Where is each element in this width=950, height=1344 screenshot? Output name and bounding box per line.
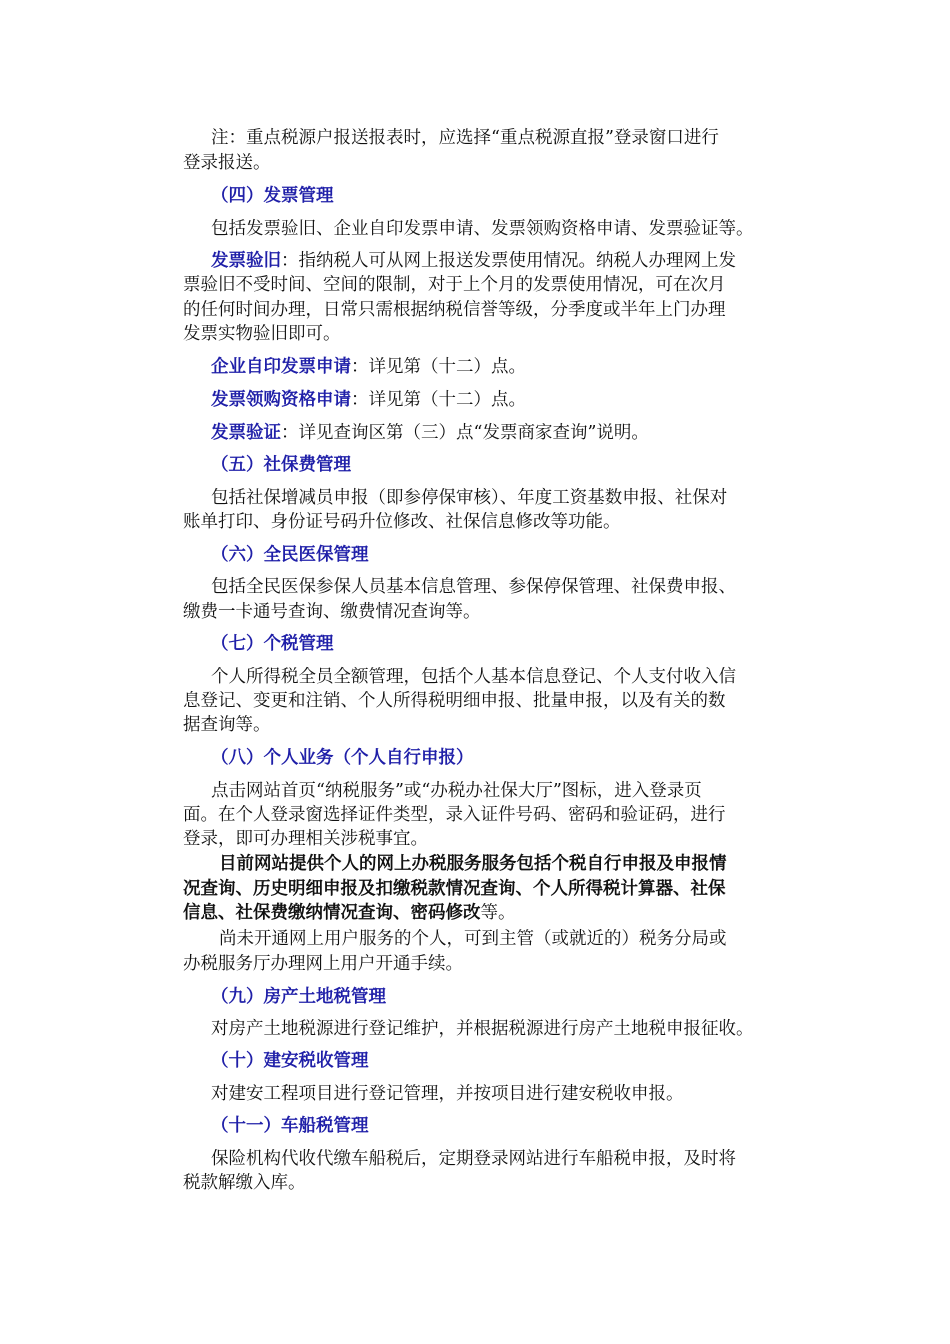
personal-business-p2-line-2: 况查询、历史明细申报及扣缴税款情况查询、个人所得税计算器、社保 — [183, 879, 726, 899]
section-heading-medical: （六）全民医保管理 — [211, 545, 369, 565]
invoice-check-line-1 — [211, 249, 736, 273]
self-print-label: 企业自印发票申请 — [211, 357, 351, 377]
section-heading-social-security: （五）社保费管理 — [211, 455, 351, 475]
personal-business-p1-line-3: 登录，即可办理相关涉税事宜。 — [183, 829, 428, 849]
purchase-qualification-line — [211, 388, 526, 412]
vehicle-tax-line-1: 保险机构代收代缴车船税后，定期登录网站进行车船税申报，及时将 — [211, 1149, 736, 1169]
invoice-verify-label: 发票验证 — [211, 423, 281, 443]
invoice-check-text: ：指纳税人可从网上报送发票使用情况。纳税人办理网上发 — [281, 251, 736, 271]
section-heading-property-tax: （九）房产土地税管理 — [211, 987, 386, 1007]
personal-business-p1-line-2: 面。在个人登录窗选择证件类型，录入证件号码、密码和验证码，进行 — [183, 805, 726, 825]
personal-tax-line-2: 息登记、变更和注销、个人所得税明细申报、批量申报，以及有关的数 — [183, 691, 726, 711]
section-heading-construction-tax: （十）建安税收管理 — [211, 1051, 369, 1071]
invoice-check-line-3: 的任何时间办理，日常只需根据纳税信誉等级，分季度或半年上门办理 — [183, 300, 726, 320]
personal-tax-line-1: 个人所得税全员全额管理，包括个人基本信息登记、个人支付收入信 — [211, 667, 736, 687]
section-heading-personal-tax: （七）个税管理 — [211, 634, 334, 654]
invoice-check-line-2: 票验旧不受时间、空间的限制，对于上个月的发票使用情况，可在次月 — [183, 275, 726, 295]
section-heading-vehicle-tax: （十一）车船税管理 — [211, 1116, 369, 1136]
self-print-text: ：详见第（十二）点。 — [351, 357, 526, 377]
personal-business-services: 信息、社保费缴纳情况查询、密码修改 — [183, 903, 481, 923]
purchase-qualification-text: ：详见第（十二）点。 — [351, 390, 526, 410]
note-line-2: 登录报送。 — [183, 153, 271, 173]
property-tax-line-1: 对房产土地税源进行登记维护，并根据税源进行房产土地税申报征收。 — [211, 1019, 754, 1039]
self-print-line — [211, 355, 526, 379]
personal-business-p2-line-1: 目前网站提供个人的网上办税服务服务包括个税自行申报及申报情 — [219, 854, 727, 874]
personal-business-p1-line-1: 点击网站首页“纳税服务”或“办税办社保大厅”图标，进入登录页 — [211, 781, 702, 801]
invoice-intro: 包括发票验旧、企业自印发票申请、发票领购资格申请、发票验证等。 — [211, 219, 754, 239]
personal-business-p3-line-1: 尚未开通网上用户服务的个人，可到主管（或就近的）税务分局或 — [219, 929, 727, 949]
personal-business-p3-line-2: 办税服务厅办理网上用户开通手续。 — [183, 954, 463, 974]
construction-tax-line-1: 对建安工程项目进行登记管理，并按项目进行建安税收申报。 — [211, 1084, 684, 1104]
personal-business-p2-line-3 — [183, 901, 516, 925]
section-heading-invoice: （四）发票管理 — [211, 186, 334, 206]
section-heading-personal-business: （八）个人业务（个人自行申报） — [211, 748, 474, 768]
vehicle-tax-line-2: 税款解缴入库。 — [183, 1173, 306, 1193]
invoice-check-label: 发票验旧 — [211, 251, 281, 271]
personal-business-services-tail: 等。 — [480, 903, 516, 923]
invoice-check-line-4: 发票实物验旧即可。 — [183, 324, 341, 344]
medical-line-2: 缴费一卡通号查询、缴费情况查询等。 — [183, 602, 481, 622]
social-security-line-2: 账单打印、身份证号码升位修改、社保信息修改等功能。 — [183, 512, 621, 532]
purchase-qualification-label: 发票领购资格申请 — [211, 390, 351, 410]
personal-tax-line-3: 据查询等。 — [183, 715, 271, 735]
invoice-verify-text: ：详见查询区第（三）点“发票商家查询”说明。 — [281, 423, 649, 443]
invoice-verify-line — [211, 421, 649, 445]
social-security-line-1: 包括社保增减员申报（即参停保审核）、年度工资基数申报、社保对 — [211, 488, 728, 508]
medical-line-1: 包括全民医保参保人员基本信息管理、参保停保管理、社保费申报、 — [211, 577, 736, 597]
note-line-1: 注：重点税源户报送报表时，应选择“重点税源直报”登录窗口进行 — [211, 128, 719, 148]
